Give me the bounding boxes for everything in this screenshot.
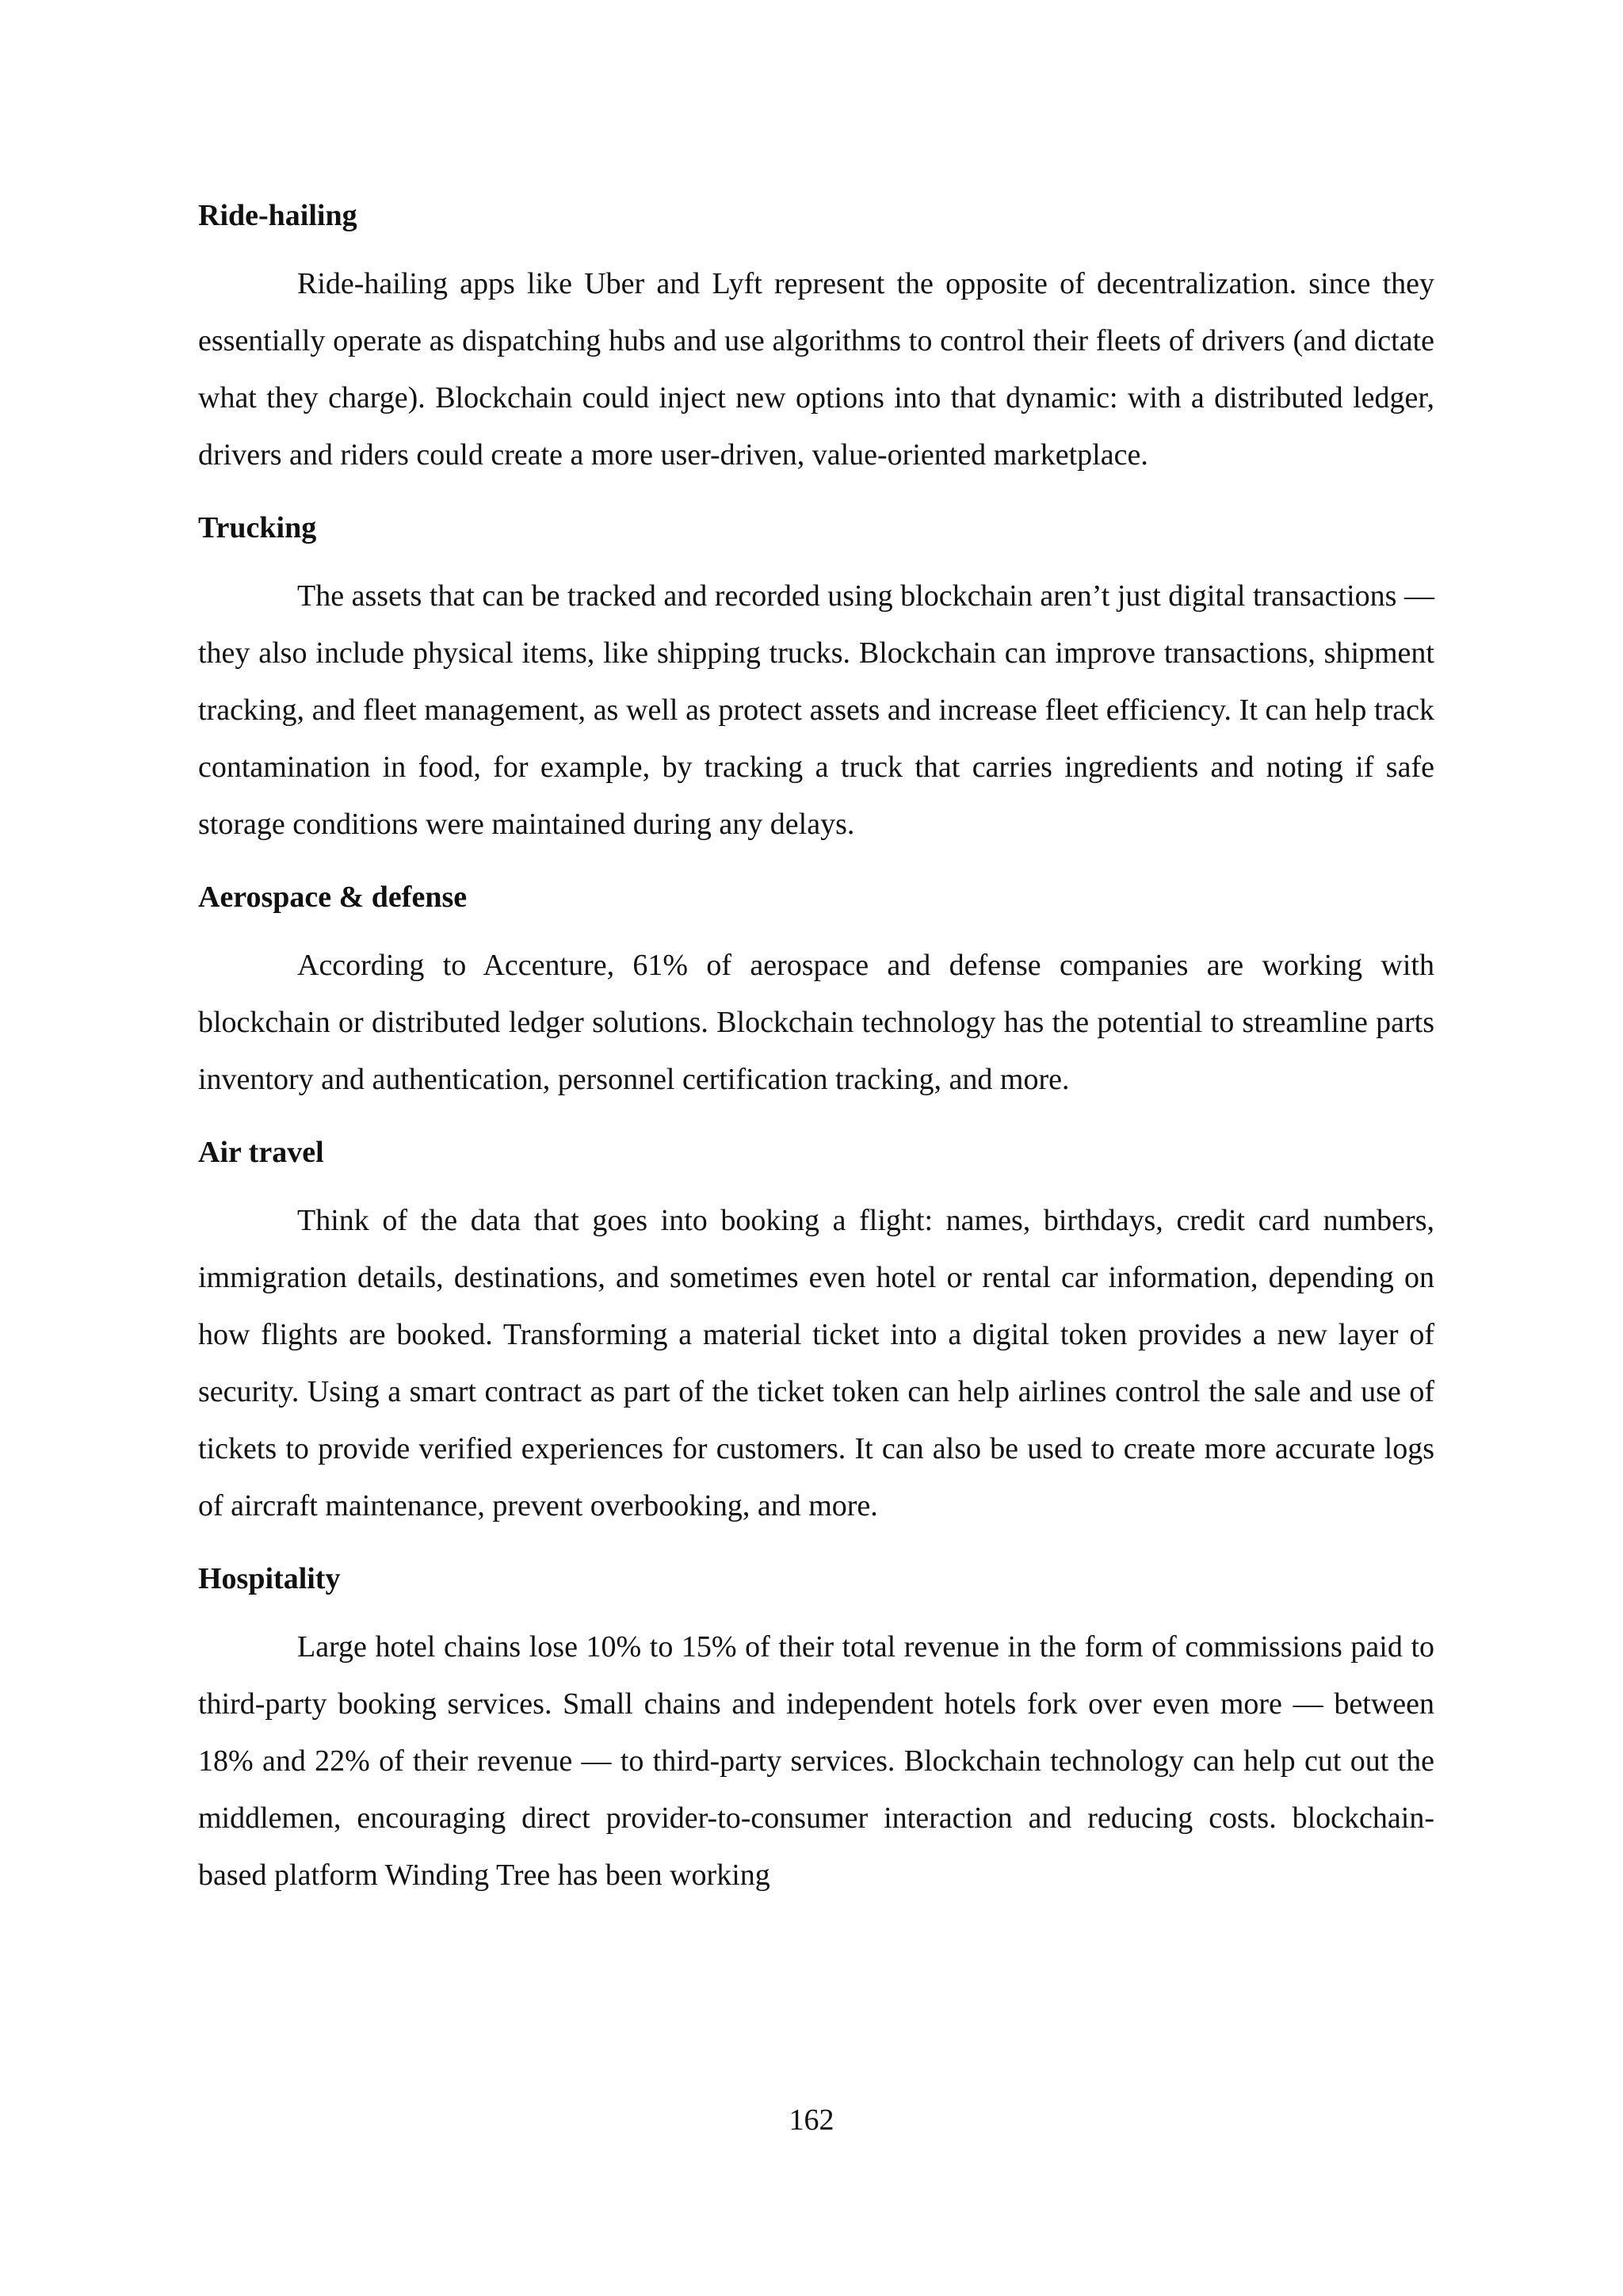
section-heading-air-travel: Air travel <box>198 1136 324 1169</box>
section-body-air-travel: Think of the data that goes into booking a flight: names, birthdays, credit card numbers, immigration details, destinations, and sometimes even hotel or rental car information, depending on how flights are booked. Transforming a material ticket into a digital token provides a new layer of security. Using a smart contract as part of the ticket token can help airlines control the sale and use of tickets to provide verified experiences for customers. It can also be used to create more accurate logs of aircraft maintenance, prevent overbooking, and more. <box>198 1204 1434 1522</box>
section-body-aerospace-defense: According to Accenture, 61% of aerospace and defense companies are working with blockchain or distributed ledger solutions. Blockchain technology has the potential to streamline parts inventory and authentication, personnel certification tracking, and more. <box>198 949 1434 1096</box>
section-body-ride-hailing: Ride-hailing apps like Uber and Lyft represent the opposite of decentralization. since they essentially operate as dispatching hubs and use algorithms to control their fleets of drivers (and dictate what they charge). Blockchain could inject new options into that dynamic: with a distributed ledger, drivers and riders could create a more user-driven, value-oriented marketplace. <box>198 267 1434 472</box>
page-content <box>198 187 1434 1904</box>
section-heading-hospitality: Hospitality <box>198 1562 341 1595</box>
section-body-trucking: The assets that can be tracked and recorded using blockchain aren’t just digital transactions — they also include physical items, like shipping trucks. Blockchain can improve transactions, shipment tracking, and fleet management, as well as protect assets and increase fleet efficiency. It can help track contamination in food, for example, by tracking a truck that carries ingredients and noting if safe storage conditions were maintained during any delays. <box>198 579 1434 841</box>
section-body-hospitality: Large hotel chains lose 10% to 15% of their total revenue in the form of commissions paid to third-party booking services. Small chains and independent hotels fork over even more — between 18% and 22% of their revenue — to third-party services. Blockchain technology can help cut out the middlemen, encouraging direct provider-to-consumer interaction and reducing costs. blockchain-based platform Winding Tree has been working <box>198 1630 1434 1892</box>
page-number: 162 <box>789 2103 834 2137</box>
section-heading-trucking: Trucking <box>198 511 317 544</box>
section-heading-aerospace-defense: Aerospace & defense <box>198 881 468 914</box>
section-heading-ride-hailing: Ride-hailing <box>198 199 357 232</box>
